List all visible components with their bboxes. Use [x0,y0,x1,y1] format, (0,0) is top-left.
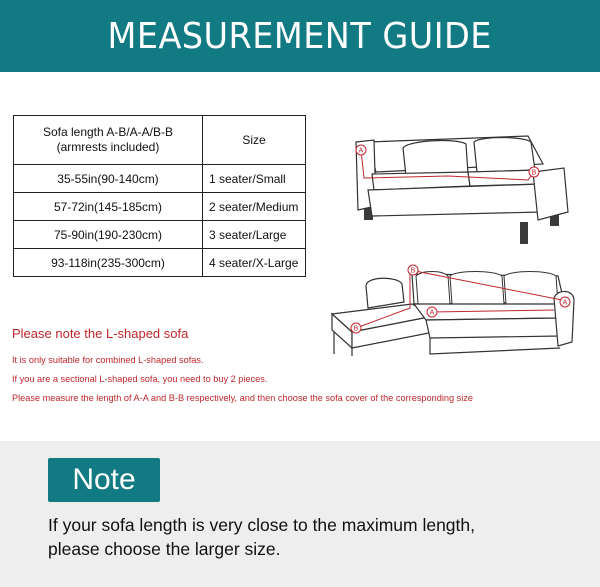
cell-length: 35-55in(90-140cm) [14,165,203,193]
table-row [14,221,306,249]
lshape-note-line: Please measure the length of A-A and B-B respectively, and then choose the sofa cover of the corresponding size [12,393,474,403]
cell-size: 1 seater/Small [203,165,306,193]
back-cushion [504,272,558,305]
chaise-armrest [366,278,404,308]
size-table [13,115,306,277]
lshape-note-line: If you are a sectional L-shaped sofa, you need to buy 2 pieces. [12,374,268,384]
right-armrest [533,168,568,220]
table-row [14,193,306,221]
sofa-leg [520,222,528,244]
column-header-size: Size [203,116,306,165]
back-cushion [416,272,450,305]
note-text [48,513,475,561]
note-badge: Note [48,458,160,502]
table-header-row [14,116,306,165]
lshape-note-line: It is only suitable for combined L-shaped sofas. [12,355,204,365]
cell-size: 3 seater/Large [203,221,306,249]
marker-a-label: A [562,299,568,307]
marker-b-label: B [531,169,537,177]
back-cushion [403,141,468,176]
sofa-base [426,318,560,338]
cell-length: 75-90in(190-230cm) [14,221,203,249]
straight-sofa-illustration [328,112,588,252]
page-title: MEASUREMENT GUIDE [107,15,493,57]
table-row [14,249,306,277]
back-cushion [450,272,504,305]
cell-size: 4 seater/X-Large [203,249,306,277]
column-header-length [14,116,203,165]
marker-a-label: A [358,147,364,155]
note-line: If your sofa length is very close to the maximum length, [48,515,475,535]
column-header-length-line1: Sofa length A-B/A-A/B-B [42,125,174,139]
note-panel [0,441,600,587]
marker-b-label: B [410,267,416,275]
sofa-base [368,184,542,216]
cell-length: 57-72in(145-185cm) [14,193,203,221]
marker-b-label: B [353,325,359,333]
lshape-note-title: Please note the L-shaped sofa [12,326,189,341]
marker-a-label: A [429,309,435,317]
back-cushion [474,138,535,173]
lshape-note-lines [12,351,473,408]
cell-length: 93-118in(235-300cm) [14,249,203,277]
note-line: please choose the larger size. [48,539,281,559]
column-header-length-line2: (armrests included) [56,140,160,154]
cell-size: 2 seater/Medium [203,193,306,221]
header-banner [0,0,600,72]
table-row [14,165,306,193]
